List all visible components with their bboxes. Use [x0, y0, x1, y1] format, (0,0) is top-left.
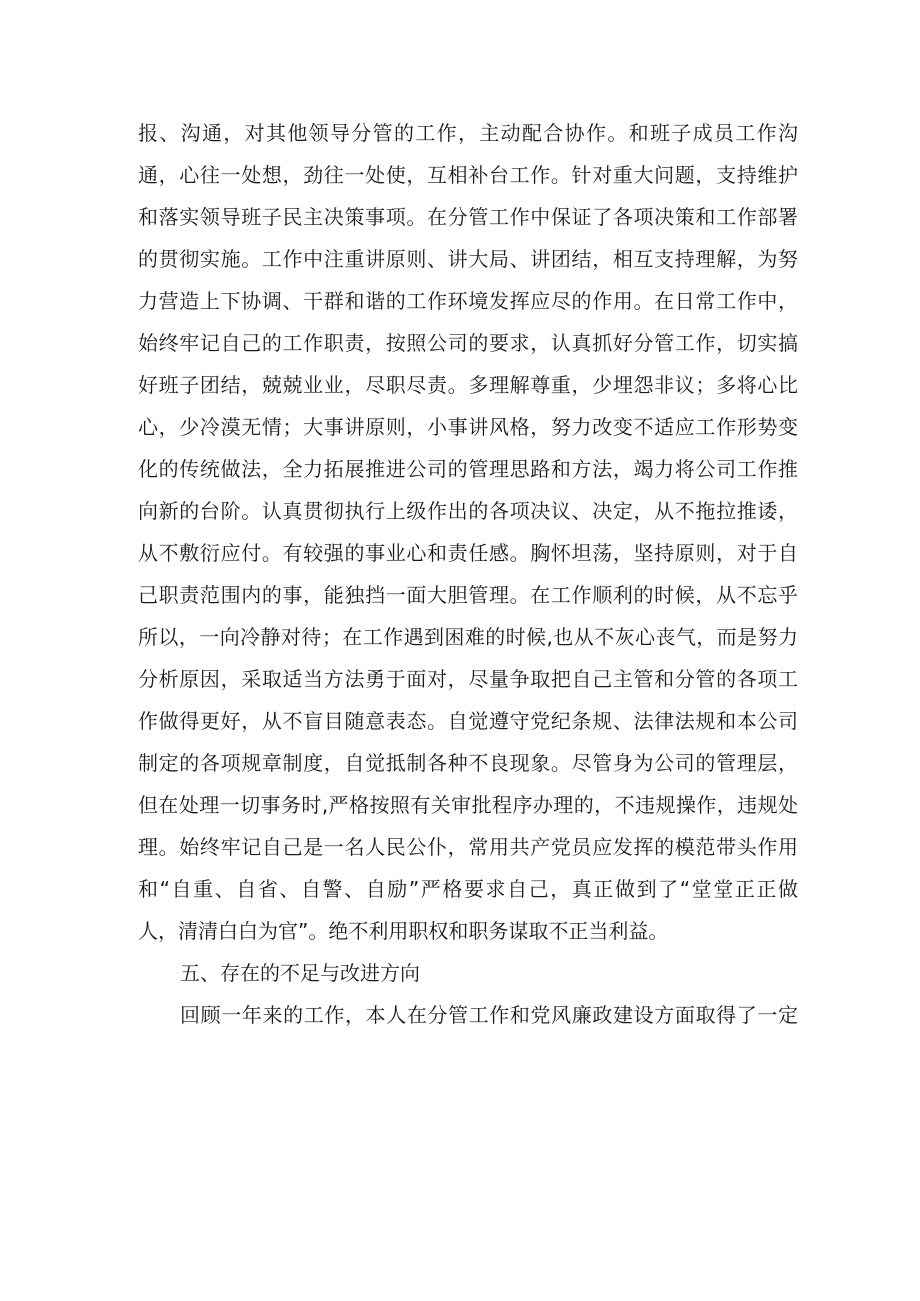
body-text-line: 好班子团结，兢兢业业，尽职尽责。多理解尊重，少埋怨非议；多将心比	[138, 373, 798, 397]
body-text-line: 通，心往一处想，劲往一处使，互相补台工作。针对重大问题，支持维护	[138, 163, 798, 187]
body-text-line: 分析原因，采取适当方法勇于面对，尽量争取把自己主管和分管的各项工	[138, 667, 798, 691]
body-text-line: 的贯彻实施。工作中注重讲原则、讲大局、讲团结，相互支持理解，为努	[138, 247, 798, 271]
body-text-line: 己职责范围内的事，能独挡一面大胆管理。在工作顺利的时候，从不忘乎	[138, 583, 798, 607]
body-text-line: 制定的各项规章制度，自觉抵制各种不良现象。尽管身为公司的管理层，	[138, 751, 798, 775]
body-text-line: 和“自重、自省、自警、自励”严格要求自己，真正做到了“堂堂正正做	[138, 877, 798, 901]
body-text-line: 理。始终牢记自己是一名人民公仆，常用共产党员应发挥的模范带头作用	[138, 835, 798, 859]
body-text-line: 始终牢记自己的工作职责，按照公司的要求，认真抓好分管工作，切实搞	[138, 331, 798, 355]
body-text-line: 所以，一向冷静对待；在工作遇到困难的时候,也从不灰心丧气，而是努力	[138, 625, 798, 649]
body-text-line: 从不敷衍应付。有较强的事业心和责任感。胸怀坦荡，坚持原则，对于自	[138, 541, 798, 565]
body-text-line: 回顾一年来的工作，本人在分管工作和党风廉政建设方面取得了一定	[180, 1003, 798, 1027]
body-text-line: 力营造上下协调、干群和谐的工作环境发挥应尽的作用。在日常工作中，	[138, 289, 798, 313]
body-text-line: 向新的台阶。认真贯彻执行上级作出的各项决议、决定，从不拖拉推诿，	[138, 499, 798, 523]
body-text-line: 人，清清白白为官”。绝不利用职权和职务谋取不正当利益。	[138, 919, 669, 943]
section-heading: 五、存在的不足与改进方向	[180, 961, 420, 985]
body-text-line: 心，少冷漠无情；大事讲原则，小事讲风格，努力改变不适应工作形势变	[138, 415, 798, 439]
body-text-line: 报、沟通，对其他领导分管的工作，主动配合协作。和班子成员工作沟	[138, 121, 798, 145]
body-text-line: 和落实领导班子民主决策事项。在分管工作中保证了各项决策和工作部署	[138, 205, 798, 229]
body-text-line: 但在处理一切事务时,严格按照有关审批程序办理的，不违规操作，违规处	[138, 793, 798, 817]
body-text-line: 作做得更好，从不盲目随意表态。自觉遵守党纪条规、法律法规和本公司	[138, 709, 798, 733]
body-text-line: 化的传统做法，全力拓展推进公司的管理思路和方法，竭力将公司工作推	[138, 457, 798, 481]
